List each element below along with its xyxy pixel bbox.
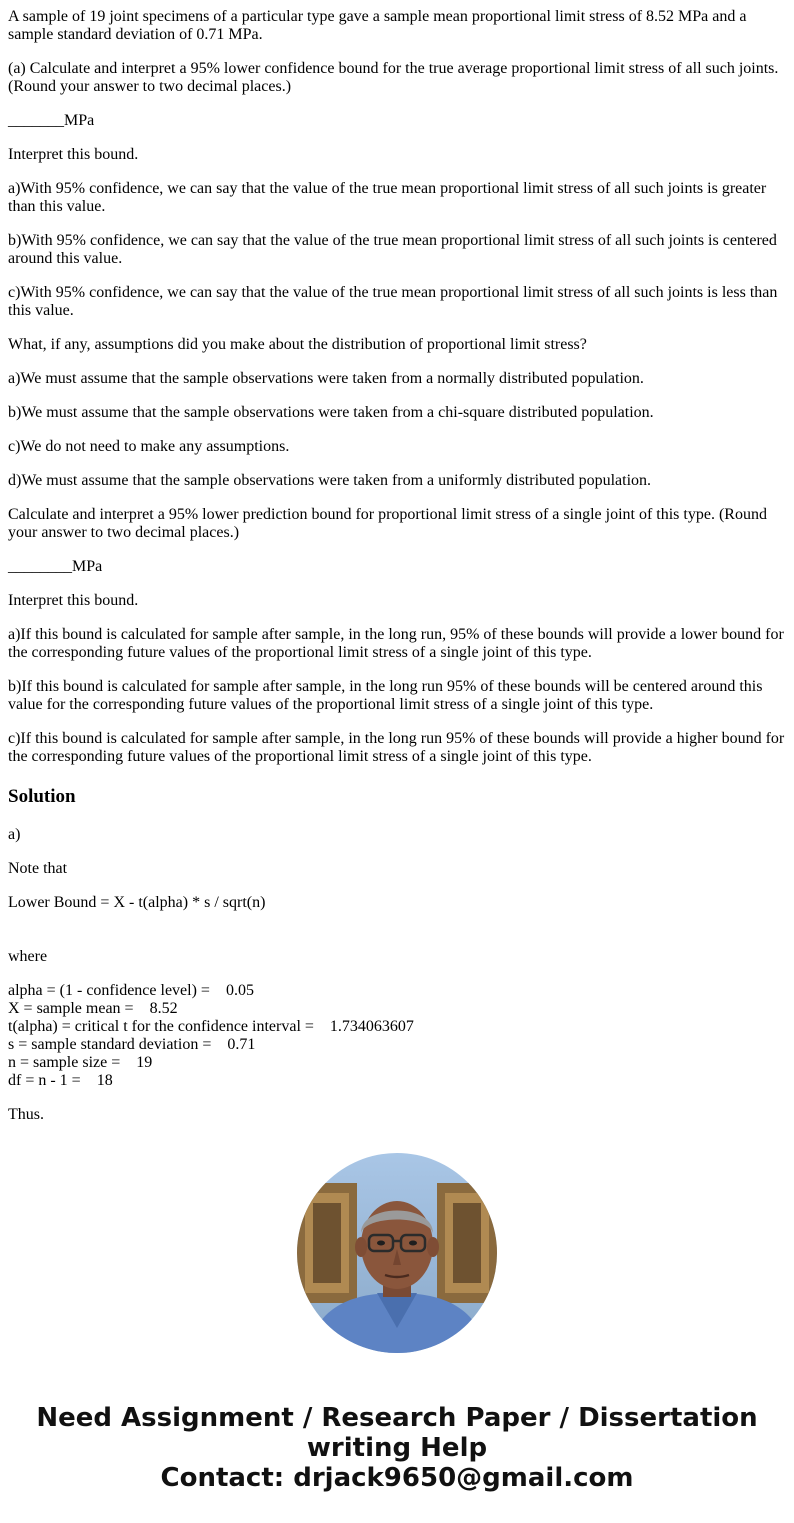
definition-t-critical: t(alpha) = critical t for the confidence interval = 1.734063607: [8, 1018, 414, 1035]
question-intro: A sample of 19 joint specimens of a particular type gave a sample mean proportional limit stress of 8.52 MPa and a sample standard deviation of 0.71 MPa.: [8, 8, 747, 43]
definition-alpha: alpha = (1 - confidence level) = 0.05: [8, 982, 254, 999]
option-1b: b)With 95% confidence, we can say that the value of the true mean proportional limit stress of all such joints is centered around this value.: [8, 232, 777, 267]
question-part-b: Calculate and interpret a 95% lower prediction bound for proportional limit stress of a single joint of this type. (Round your answer to two decimal places.): [8, 506, 767, 541]
solution-heading: Solution: [8, 786, 76, 807]
author-photo: [297, 1153, 497, 1353]
option-3c: c)If this bound is calculated for sample after sample, in the long run 95% of these bounds will provide a higher bound for the corresponding future values of the proportional limit stress of a single joint of this type.: [8, 730, 785, 765]
assumptions-question: What, if any, assumptions did you make about the distribution of proportional limit stress?: [8, 336, 587, 353]
option-1c: c)With 95% confidence, we can say that the value of the true mean proportional limit stress of all such joints is less than this value.: [8, 284, 778, 319]
interpret-prompt-1: Interpret this bound.: [8, 146, 139, 163]
option-1a: a)With 95% confidence, we can say that the value of the true mean proportional limit stress of all such joints is greater than this value.: [8, 180, 767, 215]
option-2b: b)We must assume that the sample observations were taken from a chi-square distributed population.: [8, 404, 654, 421]
definition-df: df = n - 1 = 18: [8, 1072, 113, 1089]
definition-std-dev: s = sample standard deviation = 0.71: [8, 1036, 256, 1053]
answer-blank-2: ________MPa: [8, 558, 103, 575]
author-portrait-image: [297, 1153, 497, 1353]
promo-line-1: Need Assignment / Research Paper / Dissertation: [36, 1403, 758, 1433]
definition-mean: X = sample mean = 8.52: [8, 1000, 178, 1017]
solution-thus: Thus.: [8, 1106, 44, 1123]
contact-line: Contact: drjack9650@gmail.com: [160, 1463, 634, 1493]
promo-footer: [0, 1403, 794, 1493]
solution-note: Note that: [8, 860, 68, 877]
option-3b: b)If this bound is calculated for sample after sample, in the long run 95% of these bounds will be centered around this value for the corresponding future values of the proportional limit stress of a single joint of this type.: [8, 678, 763, 713]
lower-bound-formula: Lower Bound = X - t(alpha) * s / sqrt(n): [8, 894, 266, 911]
option-2d: d)We must assume that the sample observations were taken from a uniformly distributed population.: [8, 472, 652, 489]
option-3a: a)If this bound is calculated for sample after sample, in the long run, 95% of these bounds will provide a lower bound for the corresponding future values of the proportional limit stress of a single joint of this type.: [8, 626, 784, 661]
definition-sample-size: n = sample size = 19: [8, 1054, 153, 1071]
option-2c: c)We do not need to make any assumptions.: [8, 438, 290, 455]
question-part-a: (a) Calculate and interpret a 95% lower confidence bound for the true average proportional limit stress of all such joints. (Round your answer to two decimal places.): [8, 60, 779, 95]
promo-line-2: writing Help: [306, 1433, 488, 1463]
answer-blank-1: _______MPa: [8, 112, 95, 129]
document-body: [8, 8, 788, 1140]
definitions-list: [8, 982, 788, 1090]
solution-where: where: [8, 948, 48, 965]
solution-part-label: a): [8, 826, 21, 843]
interpret-prompt-2: Interpret this bound.: [8, 592, 139, 609]
option-2a: a)We must assume that the sample observations were taken from a normally distributed population.: [8, 370, 644, 387]
